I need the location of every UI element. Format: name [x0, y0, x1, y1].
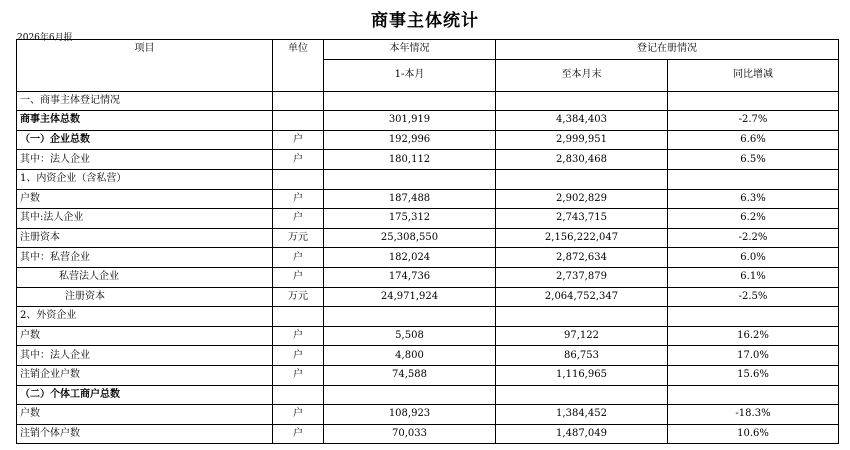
row-unit: 户 [273, 365, 324, 385]
row-yoy: 6.6% [668, 130, 839, 150]
table-body [17, 91, 839, 444]
row-unit [273, 307, 324, 327]
row-to-month-end: 2,999,951 [496, 130, 668, 150]
row-unit [273, 169, 324, 189]
row-yoy: -2.2% [668, 228, 839, 248]
row-yoy: 6.5% [668, 150, 839, 170]
row-yoy: 10.6% [668, 424, 839, 444]
row-ytd [324, 91, 496, 111]
row-item: 商事主体总数 [17, 111, 273, 131]
row-to-month-end: 2,743,715 [496, 209, 668, 229]
row-yoy: -18.3% [668, 405, 839, 425]
row-item: 其中：私营企业 [17, 248, 273, 268]
row-to-month-end: 86,753 [496, 346, 668, 366]
header-unit: 单位 [273, 40, 324, 92]
row-to-month-end: 2,064,752,347 [496, 287, 668, 307]
table-row [17, 130, 839, 150]
row-ytd: 5,508 [324, 326, 496, 346]
row-yoy [668, 307, 839, 327]
row-ytd [324, 385, 496, 405]
row-unit: 万元 [273, 287, 324, 307]
row-ytd [324, 169, 496, 189]
row-yoy: 6.0% [668, 248, 839, 268]
row-unit [273, 111, 324, 131]
row-yoy: 6.2% [668, 209, 839, 229]
row-item: 一、商事主体登记情况 [17, 91, 273, 111]
row-ytd: 24,971,924 [324, 287, 496, 307]
row-ytd: 74,588 [324, 365, 496, 385]
table-row [17, 169, 839, 189]
header-ytd: 1-本月 [324, 59, 496, 91]
row-yoy: 17.0% [668, 346, 839, 366]
row-yoy [668, 91, 839, 111]
row-yoy: -2.5% [668, 287, 839, 307]
row-yoy: 6.1% [668, 267, 839, 287]
row-unit: 户 [273, 189, 324, 209]
row-item: 其中:法人企业 [17, 209, 273, 229]
row-item: 1、内资企业（含私营） [17, 169, 273, 189]
row-ytd: 108,923 [324, 405, 496, 425]
header-item: 项目 [17, 40, 273, 92]
row-to-month-end: 2,156,222,047 [496, 228, 668, 248]
table-row [17, 228, 839, 248]
report-date: 2026年6月报 [17, 33, 73, 43]
row-yoy: 6.3% [668, 189, 839, 209]
header-to-month-end: 至本月末 [496, 59, 668, 91]
document-title: 商事主体统计 [371, 11, 479, 31]
row-unit: 户 [273, 405, 324, 425]
row-ytd: 192,996 [324, 130, 496, 150]
statistics-table [16, 39, 839, 444]
table-row [17, 365, 839, 385]
row-item: 户数 [17, 326, 273, 346]
row-item: 注销企业户数 [17, 365, 273, 385]
row-item: （一）企业总数 [17, 130, 273, 150]
table-row [17, 346, 839, 366]
table-row [17, 385, 839, 405]
table-row [17, 189, 839, 209]
row-to-month-end [496, 91, 668, 111]
row-item: 户数 [17, 405, 273, 425]
header-registered: 登记在册情况 [496, 40, 839, 60]
row-item: 私营法人企业 [17, 267, 273, 287]
row-to-month-end [496, 169, 668, 189]
table-row [17, 424, 839, 444]
row-ytd: 182,024 [324, 248, 496, 268]
row-to-month-end: 2,737,879 [496, 267, 668, 287]
row-unit [273, 385, 324, 405]
row-ytd: 175,312 [324, 209, 496, 229]
header-row [17, 40, 839, 60]
row-unit: 户 [273, 326, 324, 346]
row-unit: 户 [273, 248, 324, 268]
row-to-month-end: 97,122 [496, 326, 668, 346]
row-yoy: 15.6% [668, 365, 839, 385]
table-row [17, 248, 839, 268]
row-to-month-end: 1,487,049 [496, 424, 668, 444]
row-unit: 户 [273, 150, 324, 170]
row-unit: 万元 [273, 228, 324, 248]
table-row [17, 267, 839, 287]
row-to-month-end [496, 385, 668, 405]
row-to-month-end: 2,830,468 [496, 150, 668, 170]
row-item: 注销个体户数 [17, 424, 273, 444]
table-row [17, 91, 839, 111]
row-item: 户数 [17, 189, 273, 209]
table-row [17, 307, 839, 327]
row-yoy: -2.7% [668, 111, 839, 131]
row-item: （二）个体工商户总数 [17, 385, 273, 405]
table-row [17, 209, 839, 229]
row-item: 注册资本 [17, 287, 273, 307]
row-to-month-end: 1,116,965 [496, 365, 668, 385]
table-row [17, 405, 839, 425]
table-row [17, 326, 839, 346]
row-to-month-end: 2,902,829 [496, 189, 668, 209]
row-ytd: 4,800 [324, 346, 496, 366]
table-row [17, 111, 839, 131]
row-ytd: 25,308,550 [324, 228, 496, 248]
row-ytd [324, 307, 496, 327]
row-ytd: 174,736 [324, 267, 496, 287]
row-unit: 户 [273, 424, 324, 444]
row-ytd: 301,919 [324, 111, 496, 131]
row-to-month-end [496, 307, 668, 327]
table-row [17, 287, 839, 307]
row-ytd: 180,112 [324, 150, 496, 170]
row-unit [273, 91, 324, 111]
row-to-month-end: 2,872,634 [496, 248, 668, 268]
row-unit: 户 [273, 267, 324, 287]
row-unit: 户 [273, 346, 324, 366]
row-item: 2、外资企业 [17, 307, 273, 327]
row-to-month-end: 4,384,403 [496, 111, 668, 131]
row-unit: 户 [273, 130, 324, 150]
row-ytd: 187,488 [324, 189, 496, 209]
row-ytd: 70,033 [324, 424, 496, 444]
row-yoy [668, 169, 839, 189]
row-item: 其中：法人企业 [17, 346, 273, 366]
row-item: 其中：法人企业 [17, 150, 273, 170]
row-yoy [668, 385, 839, 405]
row-to-month-end: 1,384,452 [496, 405, 668, 425]
row-yoy: 16.2% [668, 326, 839, 346]
row-item: 注册资本 [17, 228, 273, 248]
row-unit: 户 [273, 209, 324, 229]
header-yoy: 同比增减 [668, 59, 839, 91]
table-row [17, 150, 839, 170]
header-this-year: 本年情况 [324, 40, 496, 60]
